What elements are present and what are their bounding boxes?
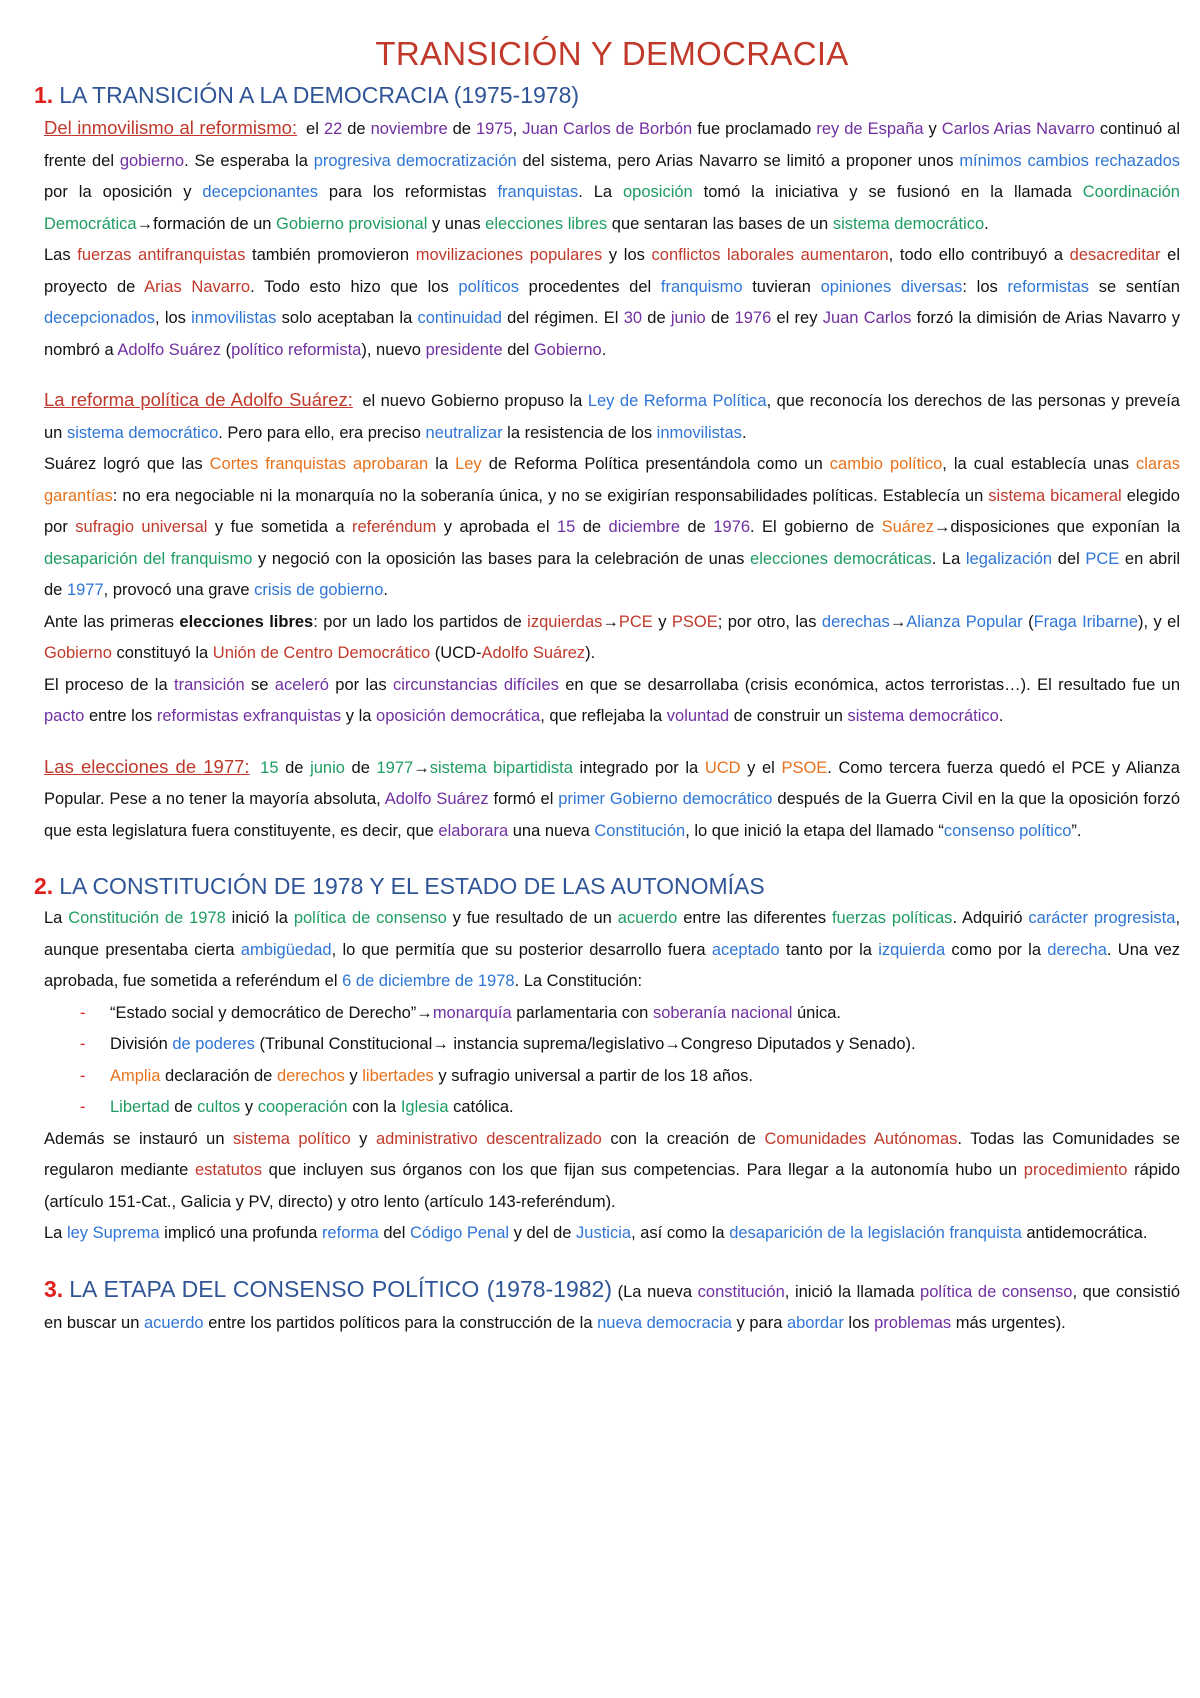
section-heading-3 [44,1272,1180,1340]
text-run: en que se desarrollaba (crisis económica, actos terroristas…). El resultado fue un [558,675,1180,694]
text-run: Las [44,246,78,264]
text-run: con la creación de [601,1129,765,1148]
bullet-dash: - [80,1098,86,1116]
highlighted-term: voluntad [666,707,730,725]
highlighted-term: franquismo [660,277,743,296]
highlighted-term: elaborara [438,821,509,840]
text-run: integrado por la [572,758,705,777]
text-run: y [240,1098,258,1116]
highlighted-term: reforma [321,1224,379,1242]
highlighted-term: aceptado [711,940,780,959]
text-run: entre los partidos políticos para la construcción de la [203,1314,598,1332]
text-run: una nueva [508,821,595,840]
highlighted-term: Ley [455,455,482,473]
highlighted-term: nueva democracia [597,1314,732,1332]
text-run: y negoció con la oposición las bases para la celebración de unas [252,549,751,568]
text-run: División [110,1035,173,1053]
text-run: como por la [945,940,1048,959]
highlighted-term: político reformista [231,340,362,359]
text-run: de [642,309,671,327]
highlighted-term: monarquía [432,1003,512,1022]
highlighted-term: PSOE [781,758,828,777]
highlighted-term: elecciones democráticas [750,549,932,568]
text-run: de [705,309,735,327]
text-run: de [342,120,371,138]
highlighted-term: derecha [1047,940,1107,959]
highlighted-term: presidente [425,340,503,359]
text-run: . La Constitución: [514,972,643,990]
highlighted-term: cambio político [829,455,943,473]
text-run: ”. [1071,821,1082,840]
highlighted-term: Fraga Iribarne [1033,612,1139,631]
text-run: fue proclamado [692,120,817,138]
highlighted-term: reformistas exfranquistas [156,707,342,725]
text-run: el rey [771,309,823,327]
bullet-dash: - [80,1035,86,1053]
highlighted-term: referéndum [351,518,437,536]
text-run: La [44,909,69,927]
text-run: . [601,340,607,359]
highlighted-term: reformistas [1007,277,1090,296]
text-run: el [301,120,324,138]
highlighted-term: sistema democrático [66,423,219,442]
text-run: de [169,1098,198,1116]
text-run: solo aceptaban la [276,309,418,327]
text-run: , todo ello contribuyó a [888,246,1070,264]
highlighted-term: elecciones libres [485,214,608,233]
highlighted-term: sistema político [233,1129,351,1148]
text-run: y [344,1066,363,1085]
highlighted-term: Suárez [881,518,934,536]
highlighted-term: política de consenso [920,1282,1073,1301]
text-run: rápido (artículo 151-Cat., Galicia y PV, directo) y otro lento (artículo 143-referéndum). [44,1161,1180,1211]
text-run: de Reforma Política presentándola como un [481,455,830,473]
highlighted-term: abordar [786,1314,844,1332]
highlighted-term: sufragio universal [75,518,208,536]
text-run: se sentían [1089,277,1180,296]
text-run: Suárez logró que las [44,455,210,473]
highlighted-term: sistema bicameral [988,486,1122,505]
text-run: . Una vez aprobada, fue sometida a referéndum el [44,940,1180,990]
text-run: se [244,675,275,694]
highlighted-term: junio [310,758,345,777]
highlighted-term: rey de España [816,120,924,138]
text-run: : los [962,277,1008,296]
text-run: → [602,612,619,631]
text-run: más urgentes). [951,1314,1066,1332]
text-run: implicó una profunda [159,1224,322,1242]
text-run: , lo que inició la etapa del llamado “ [685,821,944,840]
text-run: , lo que permitía que su posterior desarrollo fuera [331,940,712,959]
highlighted-term: Carlos Arias Navarro [941,120,1095,138]
highlighted-term: administrativo descentralizado [375,1129,602,1148]
highlighted-term: cultos [197,1098,241,1116]
paragraph [44,449,1180,607]
text-run: . La [578,183,623,201]
section-title: LA CONSTITUCIÓN DE 1978 Y EL ESTADO DE LAS AUTONOMÍAS [59,873,765,899]
text-run: La [44,1224,67,1242]
highlighted-term: Adolfo Suárez [384,790,489,808]
text-run: . La [931,549,966,568]
text-run: . [998,707,1004,725]
text-run: ( [221,340,232,359]
highlighted-term: progresiva democratización [313,151,517,170]
highlighted-term: gobierno [119,151,185,170]
bullet-list [44,998,1180,1124]
text-run: (UCD- [430,644,482,662]
highlighted-term: aceleró [274,675,329,694]
highlighted-term: Arias Navarro [144,277,251,296]
section-number: 1. [34,82,54,108]
highlighted-term: Libertad [110,1098,170,1116]
paragraph [44,112,1180,240]
text-run: y el [740,758,782,777]
text-run: que sentaran las bases de un [607,214,833,233]
text-run: , así como la [631,1224,730,1242]
highlighted-term: sistema democrático [832,214,985,233]
text-run: el nuevo Gobierno propuso la [356,392,588,410]
highlighted-term: sistema democrático [847,707,999,725]
highlighted-term: oposición [623,183,693,201]
highlighted-term: oposición democrática [376,707,541,725]
text-run: , que reflejaba la [540,707,667,725]
text-run: parlamentaria con [511,1003,653,1022]
text-run: de [278,758,311,777]
text-run: del [502,340,534,359]
highlighted-term: derechos [276,1066,345,1085]
highlighted-term: carácter progresista [1028,909,1176,927]
highlighted-term: izquierda [878,940,946,959]
highlighted-term: Comunidades Autónomas [764,1129,958,1148]
highlighted-term: conflictos laborales aumentaron [651,246,889,264]
highlighted-term: soberanía nacional [652,1003,793,1022]
text-run: del régimen. El [501,309,624,327]
highlighted-term: inmovilistas [656,423,742,442]
highlighted-term: diciembre [608,518,681,536]
highlighted-term: Juan Carlos de Borbón [522,120,693,138]
text-run: de [575,518,609,536]
paragraph [44,903,1180,998]
paragraph [44,1218,1180,1250]
text-run: , los [155,309,192,327]
text-run: y [652,612,672,631]
text-run: y [923,120,942,138]
highlighted-term: 22 [323,120,343,138]
section-number: 3. [44,1275,64,1302]
highlighted-term: Iglesia [400,1098,449,1116]
highlighted-term: movilizaciones populares [415,246,603,264]
text-run: . Pero para ello, era preciso [218,423,426,442]
section-title: LA TRANSICIÓN A LA DEMOCRACIA (1975-1978) [59,82,580,108]
highlighted-term: pacto [44,707,85,725]
list-item [80,998,1180,1030]
text-run: ( [1022,612,1034,631]
text-run: , la cual establecía unas [942,455,1136,473]
text-run: → [413,758,430,777]
paragraph [44,384,1180,449]
highlighted-term: Gobierno [533,340,602,359]
highlighted-term: franquistas [497,183,579,201]
highlighted-term: crisis de gobierno [254,581,384,599]
text-run: , que reconocía los derechos de las personas y preveía un [44,392,1180,442]
text-run: . [984,214,989,233]
highlighted-term: fuerzas antifranquistas [77,246,246,264]
text-run: Ante las primeras [44,612,180,631]
text-run: y unas [427,214,486,233]
text-run: constituyó la [111,644,213,662]
text-run: declaración de [160,1066,277,1085]
highlighted-term: elecciones libres [179,612,314,631]
section-heading-2 [34,869,1180,903]
text-run: → [889,612,907,631]
highlighted-term: problemas [874,1314,952,1332]
highlighted-term: continuidad [417,309,502,327]
highlighted-term: Adolfo Suárez [481,644,586,662]
text-run: los [843,1314,875,1332]
text-run: , provocó una grave [103,581,255,599]
subheading: Del inmovilismo al reformismo: [44,117,298,138]
text-run: la resistencia de los [502,423,657,442]
text-run: inició la [225,909,294,927]
highlighted-term: fuerzas políticas [831,909,953,927]
highlighted-term: primer Gobierno democrático [558,790,773,808]
text-run: : no era negociable ni la monarquía no la soberanía única, y no se exigirían responsabilidades políticas. Establecía un [112,486,989,505]
text-run: y del de [509,1224,577,1242]
highlighted-term: decepcionantes [202,183,318,201]
highlighted-term: Gobierno [44,644,112,662]
text-run: que incluyen sus órganos con los que fijan sus competencias. Para llegar a la autonomía hubo un [261,1161,1024,1179]
text-run: formó el [488,790,559,808]
highlighted-term: circunstancias difíciles [392,675,559,694]
highlighted-term: 6 de diciembre de 1978 [342,972,515,990]
highlighted-term: 1975 [475,120,513,138]
text-run: . [383,581,389,599]
text-run: y aprobada el [436,518,557,536]
text-run: del [378,1224,410,1242]
highlighted-term: PCE [618,612,653,631]
text-run: ). [585,644,596,662]
highlighted-term: ley Suprema [66,1224,160,1242]
text-run: antidemocrática. [1021,1224,1148,1242]
text-run: entre las diferentes [677,909,832,927]
text-run: , que consistió en buscar un [44,1282,1181,1332]
text-run: y para [731,1314,787,1332]
highlighted-term: PCE [1085,549,1120,568]
text-run: entre los [84,707,157,725]
text-run: →disposiciones que exponían la [933,518,1181,536]
text-run: también promovieron [245,246,416,264]
highlighted-term: sistema bipartidista [429,758,573,777]
highlighted-term: 1976 [734,309,772,327]
highlighted-term: procedimiento [1023,1161,1128,1179]
highlighted-term: Cortes franquistas aprobaran [209,455,429,473]
highlighted-term: Constitución de 1978 [68,909,226,927]
paragraph [44,607,1180,670]
text-run: tomó la iniciativa y se fusionó en la llamada [692,183,1083,201]
highlighted-term: acuerdo [143,1314,204,1332]
text-run: por la oposición y [44,183,203,201]
highlighted-term: junio [670,309,706,327]
text-run: de [447,120,476,138]
highlighted-term: ambigüedad [240,940,332,959]
highlighted-term: política de consenso [293,909,447,927]
text-run: Además se instauró un [44,1129,234,1148]
highlighted-term: transición [174,675,245,694]
paragraph [44,240,1180,366]
text-run: en abril de [44,549,1181,599]
list-item [80,1061,1180,1093]
paragraph [44,1124,1180,1219]
text-run: “Estado social y democrático de Derecho”→ [110,1003,433,1022]
text-run: de construir un [729,707,848,725]
text-run: procedentes del [518,277,661,296]
highlighted-term: 30 [623,309,643,327]
highlighted-term: izquierdas [527,612,603,631]
text-run: : por un lado los partidos de [313,612,528,631]
highlighted-term: acuerdo [617,909,678,927]
text-run: El proceso de la [44,675,175,694]
highlighted-term: legalización [965,549,1053,568]
text-run: y sufragio universal a partir de los 18 años. [433,1066,753,1085]
text-run: el proyecto de [44,246,1180,296]
paragraph [44,670,1180,733]
highlighted-term: 1976 [713,518,751,536]
highlighted-term: noviembre [370,120,448,138]
text-run: . Como tercera fuerza quedó el PCE y Alianza Popular. Pese a no tener la mayoría absoluta, [44,758,1180,808]
highlighted-term: desaparición del franquismo [44,549,253,568]
subheading: La reforma política de Adolfo Suárez: [44,389,353,410]
highlighted-term: Alianza Popular [906,612,1023,631]
text-run: . [741,423,747,442]
text-run: y los [602,246,652,264]
list-item [80,1092,1180,1124]
page-title: TRANSICIÓN Y DEMOCRACIA [375,35,849,72]
text-run: . El gobierno de [750,518,882,536]
text-run: ), nuevo [361,340,426,359]
text-run: la [428,455,456,473]
highlighted-term: Código Penal [409,1224,510,1242]
text-run: . Adquirió [952,909,1029,927]
highlighted-term: 1977 [66,581,104,599]
text-run: ; por otro, las [717,612,822,631]
text-run: única. [792,1003,842,1022]
highlighted-term: Coordinación Democrática [44,183,1180,233]
text-run: y la [341,707,377,725]
text-run: por las [328,675,393,694]
highlighted-term: estatutos [195,1161,262,1179]
highlighted-term: derechas [821,612,890,631]
highlighted-term: constitución [697,1282,785,1301]
highlighted-term: 1977 [376,758,414,777]
text-run: del [1052,549,1086,568]
highlighted-term: desaparición de la legislación franquista [729,1224,1022,1242]
text-run: , inició la llamada [784,1282,921,1301]
bullet-dash: - [80,1003,86,1022]
highlighted-term: inmovilistas [191,309,277,327]
section-title: LA ETAPA DEL CONSENSO POLÍTICO (1978-1982) [69,1275,613,1302]
text-run: forzó la dimisión de Arias Navarro y nombró a [44,309,1180,359]
text-run: de [344,758,377,777]
text-run: después de la Guerra Civil en la que la oposición forzó que esta legislatura fuera constituyente, es decir, que [44,790,1181,840]
highlighted-term: Amplia [110,1066,161,1085]
text-run: . Todas las Comunidades se regularon mediante [44,1129,1181,1179]
highlighted-term: Gobierno provisional [276,214,428,233]
highlighted-term: Juan Carlos [822,309,912,327]
text-run: con la [347,1098,401,1116]
highlighted-term: 15 [556,518,576,536]
text-run: elegido por [44,486,1180,536]
text-run: para los reformistas [318,183,498,201]
text-run: y fue sometida a [207,518,352,536]
highlighted-term: decepcionados [44,309,156,327]
paragraph [44,751,1180,848]
highlighted-term: Constitución [594,821,686,840]
highlighted-term: neutralizar [425,423,503,442]
highlighted-term: PSOE [671,612,718,631]
highlighted-term: 15 [260,758,279,777]
highlighted-term: de poderes [172,1035,255,1053]
highlighted-term: políticos [458,277,519,296]
text-run: y fue resultado de un [446,909,618,927]
text-run: . Todo esto hizo que los [250,277,459,296]
section-heading-1 [34,78,1180,112]
text-run: , [512,120,523,138]
highlighted-term: cooperación [257,1098,348,1116]
highlighted-term: consenso político [943,821,1072,840]
highlighted-term: Unión de Centro Democrático [212,644,431,662]
text-run: del sistema, pero Arias Navarro se limitó a proponer unos [516,151,960,170]
text-run: tuvieran [742,277,821,296]
text-run: ), y el [1138,612,1181,631]
text-run: de [680,518,714,536]
text-run: y [350,1129,376,1148]
highlighted-term: desacreditar [1069,246,1161,264]
highlighted-term: Justicia [576,1224,632,1242]
text-run: (Tribunal Constitucional→ instancia suprema/legislativo→Congreso Diputados y Senado). [254,1035,916,1053]
list-item [80,1029,1180,1061]
highlighted-term: Adolfo Suárez [117,340,222,359]
text-run: . Se esperaba la [184,151,314,170]
highlighted-term: mínimos cambios rechazados [959,151,1181,170]
highlighted-term: UCD [704,758,741,777]
text-run: continuó al frente del [44,120,1181,170]
highlighted-term: libertades [362,1066,434,1085]
text-run: católica. [448,1098,514,1116]
highlighted-term: Ley de Reforma Política [587,392,767,410]
subheading: Las elecciones de 1977: [44,755,250,777]
text-run: , aunque presentaba cierta [44,909,1181,959]
text-run: →formación de un [136,214,277,233]
highlighted-term: opiniones diversas [820,277,963,296]
bullet-dash: - [80,1066,86,1085]
text-run: tanto por la [779,940,879,959]
section-number: 2. [34,873,54,899]
highlighted-term: claras garantías [44,455,1181,505]
text-run: (La nueva [612,1282,698,1301]
